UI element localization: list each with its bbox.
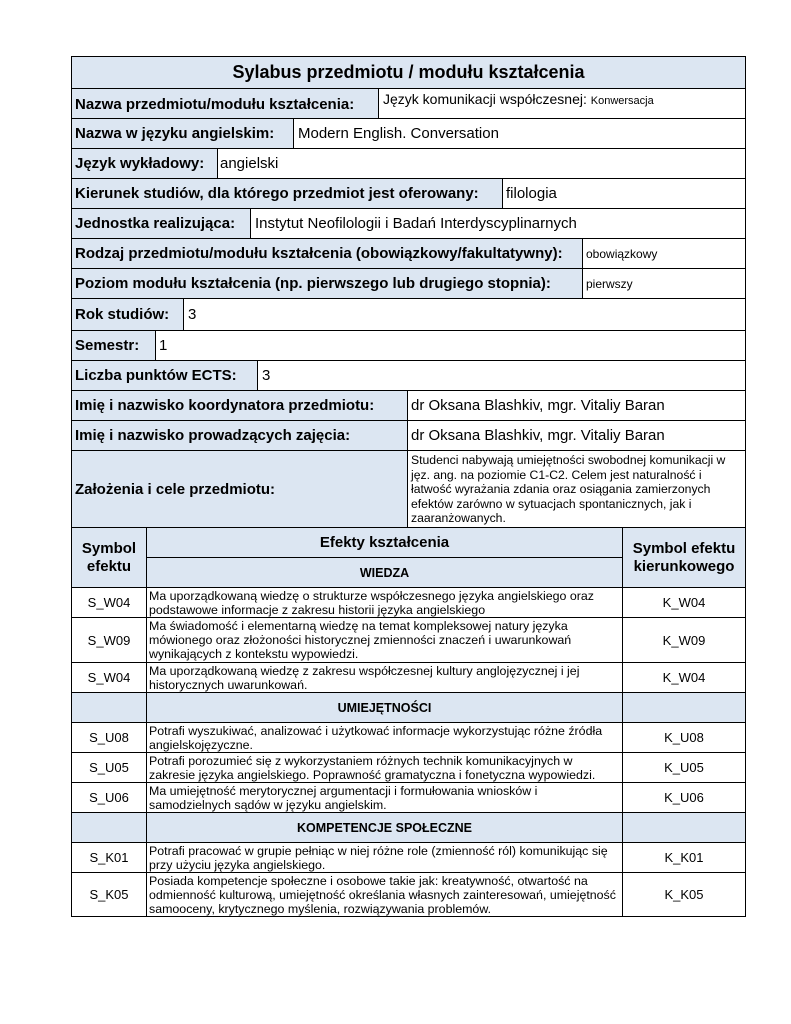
course-name-sub: Konwersacja — [590, 95, 654, 107]
effect-symbol: S_U05 — [71, 752, 147, 783]
page-title: Sylabus przedmiotu / modułu kształcenia — [71, 56, 746, 89]
section-social-title: KOMPETENCJE SPOŁECZNE — [146, 812, 623, 843]
year-label: Rok studiów: — [71, 298, 184, 331]
course-name-label: Nazwa przedmiotu/modułu kształcenia: — [71, 88, 379, 119]
field-of-study-label: Kierunek studiów, dla którego przedmiot jest oferowany: — [71, 178, 503, 209]
effect-symbol: S_U06 — [71, 782, 147, 813]
section-blank-left — [71, 812, 147, 843]
level-label: Poziom modułu kształcenia (np. pierwszego lub drugiego stopnia): — [71, 268, 583, 299]
effect-symbol: S_K05 — [71, 872, 147, 917]
effect-symbol: S_W04 — [71, 662, 147, 693]
instructors-value: dr Oksana Blashkiv, mgr. Vitaliy Baran — [407, 420, 746, 451]
effect-symbol: S_K01 — [71, 842, 147, 873]
course-name-value — [378, 88, 746, 119]
symbol-header: Symbol efektu — [71, 527, 147, 588]
effect-symbol: S_W09 — [71, 617, 147, 663]
effects-header: Efekty kształcenia — [146, 527, 623, 558]
english-name-value: Modern English. Conversation — [293, 118, 746, 149]
effect-text: Ma świadomość i elementarną wiedzę na temat kompleksowej natury języka mówionego oraz złożoności historycznej zmienności znaczeń i uwarunkowań wynikających z kontekstu wypowiedzi. — [146, 617, 623, 663]
section-skills-title: UMIEJĘTNOŚCI — [146, 692, 623, 723]
section-knowledge-title: WIEDZA — [146, 557, 623, 588]
effect-direction-symbol: K_U08 — [622, 722, 746, 753]
goals-value: Studenci nabywają umiejętności swobodnej komunikacji w jęz. ang. na poziomie C1-C2. Celem jest naturalność i łatwość wyrażania zdania oraz osiągania zamierzonych efektów zarówno w sytuacjach spontanicznych, jak i zaaranżowanych. — [407, 450, 746, 528]
effect-direction-symbol: K_K05 — [622, 872, 746, 917]
ects-value: 3 — [257, 360, 746, 391]
effect-text: Ma uporządkowaną wiedzę z zakresu współczesnej kultury anglojęzycznej i jej historycznych uwarunkowań. — [146, 662, 623, 693]
semester-value: 1 — [155, 330, 746, 361]
course-name-main: Język komunikacji współczesnej: — [383, 91, 591, 107]
course-type-value: obowiązkowy — [582, 238, 746, 269]
direction-symbol-header: Symbol efektu kierunkowego — [622, 527, 746, 588]
effect-direction-symbol: K_W04 — [622, 662, 746, 693]
effect-text: Ma umiejętność merytorycznej argumentacji i formułowania wniosków i samodzielnych sądów w języku angielskim. — [146, 782, 623, 813]
effect-symbol: S_U08 — [71, 722, 147, 753]
field-of-study-value: filologia — [502, 178, 746, 209]
english-name-label: Nazwa w języku angielskim: — [71, 118, 294, 149]
effect-text: Potrafi wyszukiwać, analizować i użytkować informacje wykorzystując różne źródła angielskojęzyczne. — [146, 722, 623, 753]
effect-text: Ma uporządkowaną wiedzę o strukturze współczesnego języka angielskiego oraz podstawowe informacje z zakresu historii języka angielskiego — [146, 587, 623, 618]
section-blank-right — [622, 692, 746, 723]
effect-direction-symbol: K_K01 — [622, 842, 746, 873]
effect-direction-symbol: K_W04 — [622, 587, 746, 618]
language-label: Język wykładowy: — [71, 148, 218, 179]
effect-text: Posiada kompetencje społeczne i osobowe takie jak: kreatywność, otwartość na odmienność kulturową, umiejętność określania własnych zainteresowań, umiejętność samooceny, krytycznego myślenia, rozwiązywania problemów. — [146, 872, 623, 917]
effect-direction-symbol: K_U05 — [622, 752, 746, 783]
ects-label: Liczba punktów ECTS: — [71, 360, 258, 391]
semester-label: Semestr: — [71, 330, 156, 361]
effect-direction-symbol: K_U06 — [622, 782, 746, 813]
effect-direction-symbol: K_W09 — [622, 617, 746, 663]
coordinator-value: dr Oksana Blashkiv, mgr. Vitaliy Baran — [407, 390, 746, 421]
coordinator-label: Imię i nazwisko koordynatora przedmiotu: — [71, 390, 408, 421]
effect-symbol: S_W04 — [71, 587, 147, 618]
unit-label: Jednostka realizująca: — [71, 208, 251, 239]
effect-text: Potrafi pracować w grupie pełniąc w niej różne role (zmienność ról) komunikując się przy użyciu języka angielskiego. — [146, 842, 623, 873]
language-value: angielski — [217, 148, 746, 179]
section-blank-right — [622, 812, 746, 843]
course-type-label: Rodzaj przedmiotu/modułu kształcenia (obowiązkowy/fakultatywny): — [71, 238, 583, 269]
instructors-label: Imię i nazwisko prowadzących zajęcia: — [71, 420, 408, 451]
level-value: pierwszy — [582, 268, 746, 299]
section-blank-left — [71, 692, 147, 723]
unit-value: Instytut Neofilologii i Badań Interdyscyplinarnych — [250, 208, 746, 239]
goals-label: Założenia i cele przedmiotu: — [71, 450, 408, 528]
year-value: 3 — [183, 298, 746, 331]
effect-text: Potrafi porozumieć się z wykorzystaniem różnych technik komunikacyjnych w zakresie języka angielskiego. Poprawność gramatyczna i fonetyczna wypowiedzi. — [146, 752, 623, 783]
